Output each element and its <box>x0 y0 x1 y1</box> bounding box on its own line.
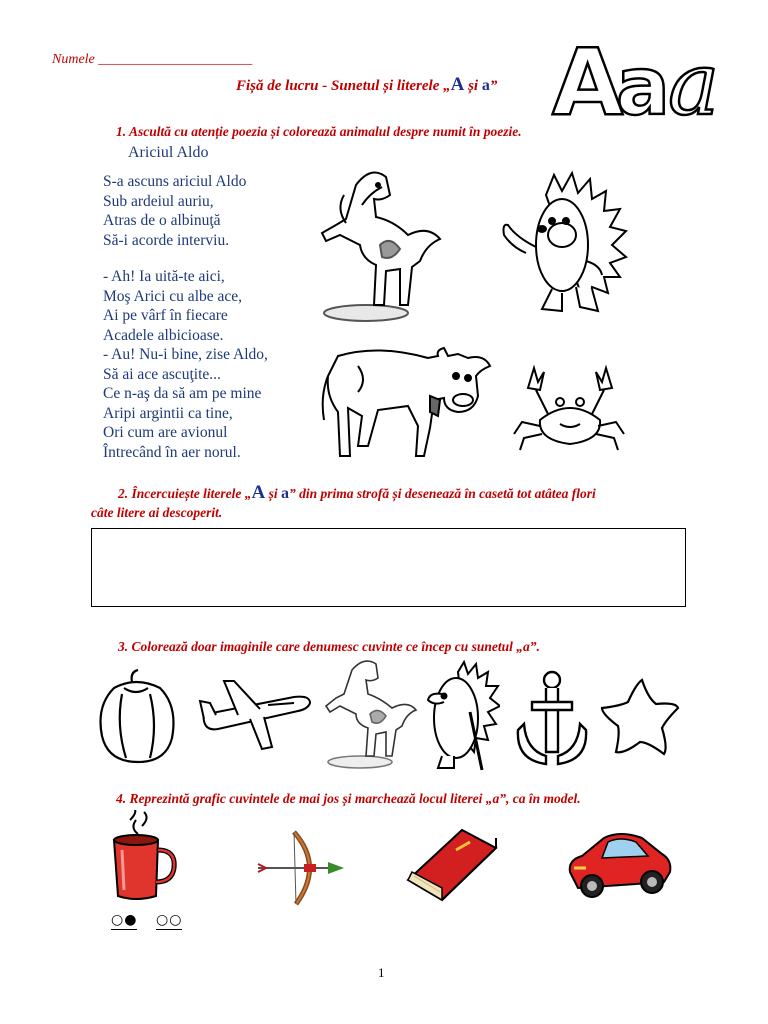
poem-line: Să-i acorde interviu. <box>103 231 230 249</box>
page-number: 1 <box>378 965 385 980</box>
big-letter-a: a <box>616 40 670 122</box>
poem-line: Să ai ace ascuţite... <box>103 365 221 383</box>
bow-and-arrow-image[interactable] <box>254 828 350 908</box>
airplane-image[interactable] <box>198 675 314 755</box>
crab-image[interactable] <box>510 360 630 460</box>
poem-line: S-a ascuns ariciul Aldo <box>103 173 247 190</box>
model-dots: ○○ <box>156 912 183 928</box>
poem-line: - Au! Nu-i bine, zise Aldo, <box>103 346 268 363</box>
hedgehog-image-small[interactable] <box>420 660 500 774</box>
exercise-2-instruction <box>118 482 596 504</box>
title-mid: și <box>464 78 482 94</box>
title-prefix: Fișă de lucru - Sunetul și literele „ <box>236 78 451 94</box>
ex2-letter-a: a <box>280 485 289 502</box>
anchor-image[interactable] <box>512 668 592 768</box>
exercise-4-instruction: 4. Reprezintă grafic cuvintele de mai jos și marchează locul literei „a”, ca în model. <box>116 791 581 806</box>
cow-image[interactable] <box>318 336 498 466</box>
hedgehog-image[interactable] <box>496 165 636 325</box>
title-suffix: ” <box>489 78 498 94</box>
model-dots-with-a: ○● <box>111 912 138 928</box>
model-syllable-1 <box>111 912 137 928</box>
exercise-1-instruction: 1. Ascultă cu atenție poezia și colorează animalul despre numit în poezie. <box>116 124 522 139</box>
poem-line: Ce n-aş da să am pe mine <box>103 385 262 402</box>
model-syllable-2 <box>156 912 182 928</box>
car-image[interactable] <box>564 824 674 904</box>
title-letter-a: a <box>481 77 490 94</box>
ex2-mid: și <box>265 486 281 501</box>
ex2-letter-A: A <box>251 482 266 503</box>
drawing-box[interactable] <box>91 528 686 607</box>
horse-image[interactable] <box>316 165 446 325</box>
poem-line: Acadele albicioase. <box>103 326 224 344</box>
poem-stanza-1 <box>103 172 246 250</box>
exercise-2-instruction-line2: câte litere ai descoperit. <box>91 505 223 520</box>
poem-line: Moş Arici cu albe ace, <box>103 287 243 305</box>
poem-title: Ariciul Aldo <box>128 144 209 161</box>
poem-line: Ai pe vârf în fiecare <box>103 307 228 324</box>
worksheet-title <box>236 74 497 96</box>
book-image[interactable] <box>404 828 498 902</box>
poem-line: - Ah! Ia uită-te aici, <box>103 268 225 285</box>
title-letter-A: A <box>450 74 465 95</box>
mug-image[interactable] <box>108 810 180 902</box>
ex2-prefix: 2. Încercuiește literele „ <box>118 486 252 501</box>
poem-line: Sub ardeiul auriu, <box>103 192 214 210</box>
poem-line: Atras de o albinuţă <box>103 212 221 229</box>
pepper-image[interactable] <box>94 666 180 766</box>
poem-line: Întrecând în aer norul. <box>103 443 241 461</box>
horse-image-small[interactable] <box>322 656 420 770</box>
big-letter-a-italic: a <box>668 35 720 122</box>
ex2-suffix: ” din prima strofă și desenează în casetă tot atâtea flori <box>288 486 596 501</box>
poem-line: Ori cum are avionul <box>103 424 228 441</box>
poem-stanza-2 <box>103 267 268 462</box>
exercise-3-instruction: 3. Colorează doar imaginile care denumesc cuvinte ce încep cu sunetul „a”. <box>118 639 540 654</box>
star-image[interactable] <box>598 676 682 760</box>
poem-line: Aripi argintii ca tine, <box>103 404 233 422</box>
big-letters-decoration <box>548 32 738 122</box>
name-field: Numele ______________________ <box>52 52 253 67</box>
big-letter-A: A <box>552 32 624 122</box>
